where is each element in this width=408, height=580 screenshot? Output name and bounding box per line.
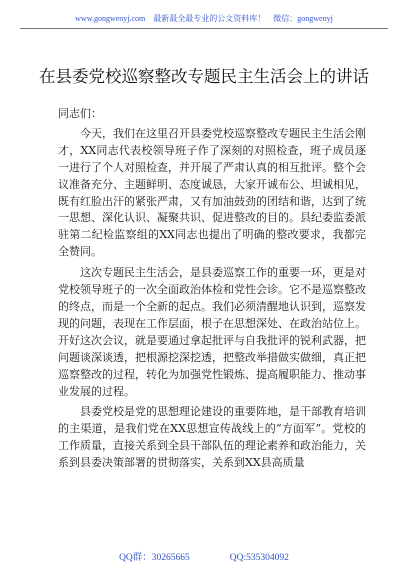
document-body [58, 106, 366, 472]
footer-qq-number: QQ:535304092 [229, 553, 289, 563]
header-slogan: 最新最全最专业的公文资料库！ [153, 14, 266, 23]
paragraph-1: 今天，我们在这里召开县委党校巡察整改专题民主生活会刚才，XX同志代表校领导班子作了深刻的对照检查，班子成员逐一进行了个人对照检查，并开展了严肃认真的相互批评。整个会议准备充分、主题鲜明、态度诚恳，大家开诚布公、坦诚相见，既有红脸出汗的紧张严肃，又有加油鼓劲的团结和谐，达到了统一思想、深化认识、凝聚共识、促进整改的目的。县纪委监委派驻第二纪检监察组的XX同志也提出了明确的整改要求，我都完全赞同。 [58, 126, 366, 259]
header-wechat: 微信：gongwenyj [273, 14, 333, 23]
header-banner [0, 14, 408, 24]
header-site-link[interactable]: www.gongwenyj.com [75, 14, 146, 23]
salutation: 同志们： [58, 107, 102, 120]
footer-contact [0, 549, 408, 563]
paragraph-3: 县委党校是党的思想理论建设的重要阵地，是干部教育培训的主渠道，是我们党在XX思想宣传战线上的“方面军”。党校的工作质量，直接关系到全县干部队伍的理论素养和政治能力，关系到县委决策部署的贯彻落实，关系到XX县高质量 [58, 405, 366, 470]
header-divider [20, 28, 388, 29]
footer-qq-group: QQ群：30265665 [119, 553, 190, 563]
paragraph-2: 这次专题民主生活会，是县委巡察工作的重要一环，更是对党校领导班子的一次全面政治体检和党性会诊。它不是巡察整改的终点，而是一个全新的起点。我们必须清醒地认识到，巡察发现的问题，表现在工作层面，根子在思想深处、在政治站位上。开好这次会议，就是要通过拿起批评与自我批评的锐利武器，把问题谈深谈透，把根源挖深挖透，把整改举措做实做细，真正把巡察整改的过程，转化为加强党性锻炼、提高履职能力、推动事业发展的过程。 [58, 266, 366, 398]
document-title: 在县委党校巡察整改专题民主生活会上的讲话 [39, 67, 369, 86]
